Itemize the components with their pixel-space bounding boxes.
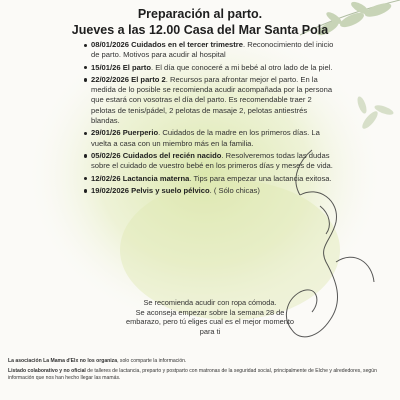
list-item bbox=[84, 63, 336, 73]
session-date: 12/02/26 bbox=[91, 173, 121, 183]
session-date: 15/01/26 bbox=[91, 62, 121, 72]
title-line-2: Jueves a las 12.00 Casa del Mar Santa Pola bbox=[71, 23, 329, 37]
session-heading: Lactancia materna bbox=[122, 173, 190, 183]
session-date: 22/02/2026 bbox=[91, 74, 130, 84]
session-heading: El parto bbox=[122, 62, 151, 72]
session-date: 05/02/26 bbox=[91, 150, 121, 160]
session-heading: El parto 2 bbox=[131, 74, 166, 84]
footer-disclaimer bbox=[8, 358, 392, 385]
footer-paragraph-2 bbox=[8, 368, 392, 382]
session-date: 29/01/26 bbox=[91, 128, 121, 138]
title-line-1: Preparación al parto. bbox=[137, 7, 263, 21]
footer-paragraph-1 bbox=[8, 358, 392, 365]
session-description: . ( Sólo chicas) bbox=[209, 185, 260, 195]
page-title bbox=[40, 6, 360, 38]
footer-bold-2: Listado colaborativo y no oficial bbox=[8, 368, 86, 374]
session-description: . Cuidados de la madre en los primeros días. La vuelta a casa con un miembro más en la familia. bbox=[91, 128, 320, 148]
list-item bbox=[84, 186, 336, 196]
recommendation-line-4: para ti bbox=[199, 326, 221, 336]
list-item bbox=[84, 75, 336, 126]
list-item bbox=[84, 174, 336, 184]
recommendation-note bbox=[92, 298, 328, 336]
session-heading: Cuidados en el tercer trimestre bbox=[131, 40, 243, 49]
session-list bbox=[84, 40, 336, 198]
footer-bold-1: La asociación La Mama d'Elx no los organiza bbox=[8, 358, 118, 364]
list-item bbox=[84, 151, 336, 172]
session-description: . Tips para empezar una lactancia exitosa. bbox=[189, 173, 332, 183]
session-heading: Pelvis y suelo pélvico bbox=[131, 185, 210, 195]
session-date: 08/01/2026 bbox=[91, 40, 130, 49]
recommendation-line-3: embarazo, pero tú eliges cual es el mejor momento bbox=[125, 317, 294, 327]
footer-text-1: , solo comparte la información. bbox=[117, 358, 187, 364]
session-description: . Resolveremos todas las dudas sobre el cuidado de vuestro bebé en los primeros días y meses de vida. bbox=[91, 150, 333, 171]
list-item bbox=[84, 40, 336, 61]
session-heading: Cuidados del recién nacido bbox=[122, 150, 222, 160]
session-description: . Reconocimiento del inicio de parto. Motivos para acudir al hospital bbox=[91, 40, 334, 60]
session-description: . El día que conoceré a mi bebé al otro lado de la piel. bbox=[150, 62, 333, 72]
session-description: . Recursos para afrontar mejor el parto. En la medida de lo posible se recomienda acudir acompañada por la persona que estará con vosotras el día del parto. Es recomendable traer 2 pelotas de tenis/pádel, 2 pelotas de masaje 2, pelotas antiestrés blandas. bbox=[91, 74, 333, 126]
session-date: 19/02/2026 bbox=[91, 185, 130, 195]
recommendation-line-1: Se recomienda acudir con ropa cómoda. bbox=[143, 298, 277, 307]
recommendation-line-2: Se aconseja empezar sobre la semana 28 de bbox=[135, 307, 285, 317]
footer-text-2: de talleres de lactancia, preparto y postparto con matronas de la seguridad social, principalmente de Elche y alrededores, según información que nos han hecho llegar las mamás. bbox=[8, 368, 377, 381]
list-item bbox=[84, 128, 336, 149]
session-heading: Puerperio bbox=[122, 128, 159, 138]
